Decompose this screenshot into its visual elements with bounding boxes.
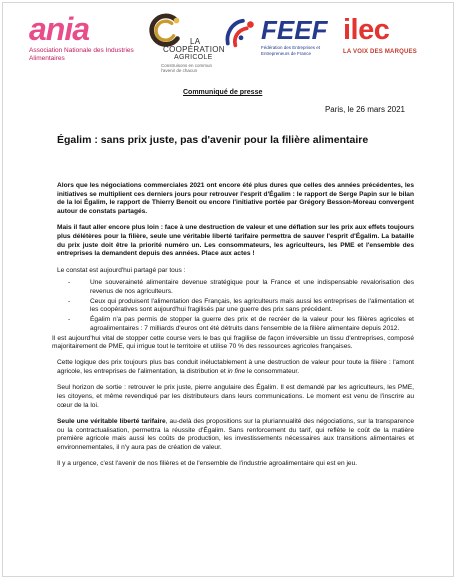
list-item: - Égalim n'a pas permis de stopper la guerre des prix et de recréer de la valeur pour les filières agricoles et agroalimentaires : 7 milliards d'euros ont été détruits dans l'ensemble de la filière alimentaire depuis 2012. <box>70 316 414 333</box>
paragraph-logique: Cette logique des prix toujours plus bas conduit inéluctablement à une destruction de valeur pour toute la filière : l'amont agricole, les entreprises de l'alimentation, la distribution et in fine le consommateur. <box>57 359 414 376</box>
paragraph-vital: Il est aujourd'hui vital de stopper cette course vers le bas qui fragilise de façon irréversible un tissu d'entreprises, composé majoritairement de PME, qui irrigue tout le territoire et utilise 70 % des ressources agricoles françaises. <box>52 334 414 351</box>
paragraph-constat: Le constat est aujourd'hui partagé par tous : <box>57 266 186 274</box>
constat-list <box>57 279 414 333</box>
logo-header <box>3 3 453 73</box>
document-body <box>52 182 414 476</box>
release-date: Paris, le 26 mars 2021 <box>324 105 405 114</box>
feef-logo: FEEF <box>261 15 328 45</box>
list-item: - Une souveraineté alimentaire devenue stratégique pour la France et une indispensable revalorisation des revenus de nos agriculteurs. <box>70 279 414 296</box>
paragraph-liberte: Mais il faut aller encore plus loin : face à une destruction de valeur et une déflation sur les prix aux effets toujours plus délétères pour la filière, seule une véritable liberté tarifaire permettra de sauver l'esprit d'Égalim. La bataille du prix juste doit être la priorité numéro un. Les consommateurs, les agriculteurs, les PME et l'ensemble des entreprises la demandent depuis des années. Place aux actes ! <box>57 224 414 258</box>
paragraph-liberte-tarifaire: Seule une véritable liberté tarifaire, au-delà des propositions sur la pluriannualité des négociations, sur la transparence ou la contractualisation, permettra la réussite d'Égalim. Sans renforcement du tarif, qui reflète le coût de la matière première agricole mais aussi les coûts de production, les investissements nécessaires aux transitions alimentaires et environnementales, il n'y aura pas de création de valeur. <box>57 417 414 452</box>
paragraph-horizon: Seul horizon de sortie : retrouver le prix juste, pierre angulaire des Égalim. Il est demandé par les agriculteurs, les PME, les citoyens, et même revendiqué par les distributeurs dans leurs communications. Le moment est venu de l'inscrire au cœur de la loi. <box>57 384 414 409</box>
cooperation-agricole-name-2: COOPÉRATION <box>163 45 225 54</box>
ania-logo: ania <box>29 11 90 47</box>
ilec-logo: ilec <box>343 14 390 46</box>
ania-subtitle: Association Nationale des Industries Alimentaires <box>29 47 134 62</box>
paragraph-intro: Alors que les négociations commerciales 2021 ont encore été plus dures que celles des années précédentes, les initiatives se multiplient ces derniers jours pour retrouver l'esprit d'Égalim : le rapport de Serge Papin sur le bilan de la loi Égalim, le rapport de Thierry Benoit ou encore l'initiative portée par Grégory Besson-Moreau convergent autour de constats partagés. <box>57 182 414 216</box>
cooperation-agricole-name: LA <box>190 37 201 46</box>
cooperation-agricole-name-3: AGRICOLE <box>174 54 213 61</box>
press-release-label: Communiqué de presse <box>183 89 263 96</box>
feef-logo-icon <box>222 17 260 51</box>
list-item: - Ceux qui produisent l'alimentation des Français, les agriculteurs mais aussi les entreprises de l'alimentation et les coopératives sont aujourd'hui fragilisés par une guerre des prix sans précédent. <box>70 298 414 315</box>
document-page <box>2 2 454 577</box>
ilec-subtitle: LA VOIX DES MARQUES <box>343 49 417 55</box>
feef-subtitle: Fédération des Entreprises et Entrepreneurs de France <box>261 45 321 56</box>
cooperation-agricole-tagline: Construisons en commun l'avenir de chacun <box>161 63 213 73</box>
paragraph-urgence: Il y a urgence, c'est l'avenir de nos filières et de l'ensemble de l'industrie agroalimentaire qui est en jeu. <box>57 460 358 468</box>
page-title: Égalim : sans prix juste, pas d'avenir pour la filière alimentaire <box>57 134 369 146</box>
